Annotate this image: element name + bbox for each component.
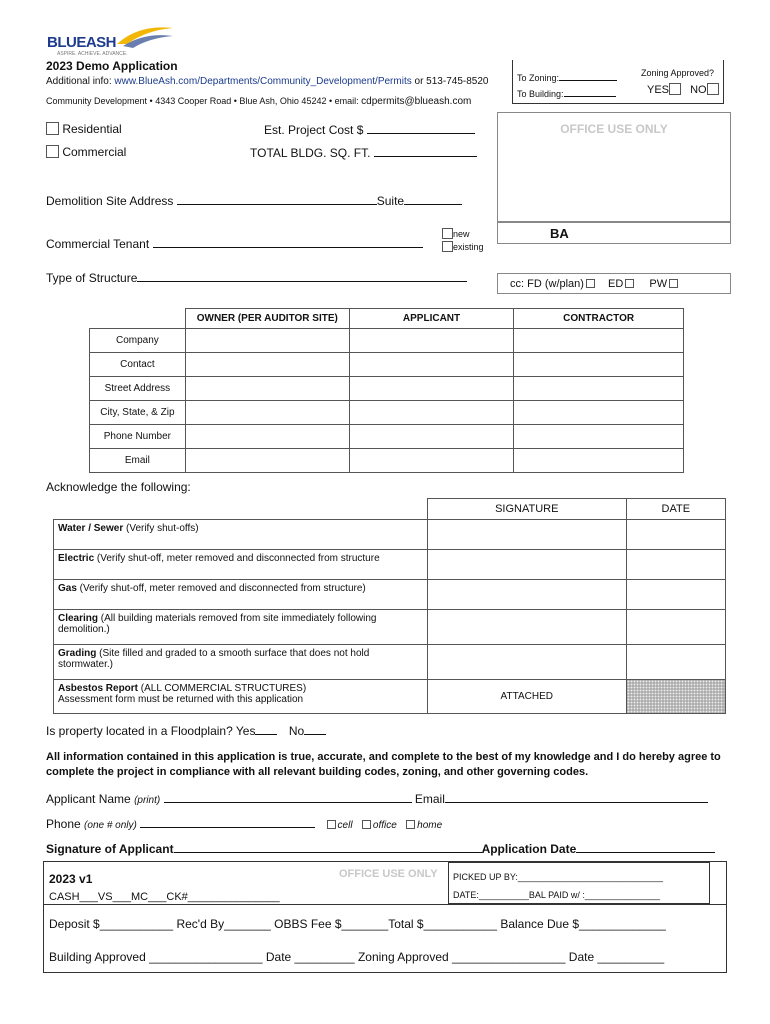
applicant-header: APPLICANT [349, 309, 513, 329]
residential-checkbox[interactable] [46, 122, 59, 135]
item-title: Water / Sewer [58, 523, 124, 534]
item-desc: (Verify shut-off, meter removed and disconnected from structure) [76, 583, 366, 594]
info-label: Additional info: [46, 76, 112, 87]
item-title: Gas [58, 583, 77, 594]
ba-box [497, 222, 731, 244]
commercial-option[interactable] [46, 145, 126, 159]
commercial-tenant-label: Commercial Tenant [46, 237, 150, 251]
office-use-box [497, 112, 731, 222]
item-title: Clearing [58, 613, 99, 624]
clearing-date[interactable] [626, 610, 725, 645]
applicant-street-cell[interactable] [349, 377, 513, 401]
gas-date[interactable] [626, 580, 725, 610]
pickup-box [448, 862, 710, 904]
owner-city-cell[interactable] [185, 401, 349, 425]
asbestos-item [54, 680, 428, 714]
certification-text: All information contained in this application is true, accurate, and complete to the best of my knowledge and I do hereby agree to complete the project in compliance with all relevant building codes, zoning, and other governing codes. [46, 751, 721, 778]
item-title: Asbestos Report [58, 683, 139, 694]
contractor-phone-cell[interactable] [514, 425, 684, 449]
item-title: Electric [58, 553, 95, 564]
acknowledge-table [53, 498, 726, 714]
table-row [90, 449, 684, 473]
contacts-table [89, 308, 684, 473]
applicant-email-field[interactable] [445, 791, 708, 803]
demo-address-label: Demolition Site Address [46, 194, 174, 208]
office-checkbox[interactable] [362, 820, 371, 829]
row-label-street: Street Address [90, 377, 186, 401]
no-checkbox[interactable] [707, 83, 719, 95]
residential-label: Residential [62, 122, 122, 136]
applicant-contact-cell[interactable] [349, 353, 513, 377]
owner-contact-cell[interactable] [185, 353, 349, 377]
est-cost-label: Est. Project Cost $ [264, 123, 364, 137]
floodplain-yes-label: Yes [235, 724, 256, 738]
item-desc: (ALL COMMERCIAL STRUCTURES) [138, 683, 307, 694]
cc-routing [510, 278, 680, 290]
floodplain-no-field[interactable] [304, 723, 326, 735]
phone-note: (one # only) [84, 820, 137, 831]
phone-label: Phone [46, 817, 81, 831]
contractor-company-cell[interactable] [514, 329, 684, 353]
item-desc: (All building materials removed from site immediately following demolition.) [58, 613, 377, 635]
electric-signature[interactable] [427, 550, 626, 580]
home-checkbox[interactable] [406, 820, 415, 829]
existing-checkbox[interactable] [442, 241, 453, 252]
contractor-contact-cell[interactable] [514, 353, 684, 377]
electric-item [54, 550, 428, 580]
contractor-city-cell[interactable] [514, 401, 684, 425]
fees-line: Deposit $___________ Rec'd By_______ OBBS Fee $_______Total $___________ Balance Due $_____________ [49, 917, 666, 931]
row-label-city: City, State, & Zip [90, 401, 186, 425]
home-label: home [417, 820, 443, 831]
to-zoning [517, 69, 617, 83]
residential-option[interactable] [46, 122, 122, 136]
gas-signature[interactable] [427, 580, 626, 610]
contractor-email-cell[interactable] [514, 449, 684, 473]
ed-checkbox[interactable] [625, 279, 634, 288]
clearing-signature[interactable] [427, 610, 626, 645]
additional-info [46, 76, 488, 87]
tenant-existing[interactable] [442, 241, 484, 252]
to-building-label: To Building: [517, 89, 564, 99]
type-of-structure-field[interactable] [46, 270, 467, 285]
row-label-company: Company [90, 329, 186, 353]
logo-wordmark: BLUEASH [47, 34, 117, 51]
logo-tagline: ASPIRE. ACHIEVE. ADVANCE. [57, 51, 128, 57]
asbestos-attached: ATTACHED [427, 680, 626, 714]
grading-date[interactable] [626, 645, 725, 680]
applicant-phone-field[interactable] [46, 816, 442, 831]
office-use-label: OFFICE USE ONLY [560, 122, 668, 136]
applicant-phone-cell[interactable] [349, 425, 513, 449]
existing-label: existing [453, 242, 484, 252]
fd-checkbox[interactable] [586, 279, 595, 288]
table-row [90, 401, 684, 425]
to-building-field[interactable] [564, 85, 616, 97]
applicant-company-cell[interactable] [349, 329, 513, 353]
cc-box [497, 273, 731, 294]
floodplain-no-label: No [288, 724, 305, 738]
applicant-email-cell[interactable] [349, 449, 513, 473]
new-label: new [453, 229, 470, 239]
blank-header [90, 309, 186, 329]
office-section [43, 861, 727, 973]
approvals-line: Building Approved _________________ Date _________ Zoning Approved _________________ Date __________ [49, 950, 665, 964]
picked-up-by: PICKED UP BY:_____________________________ [453, 872, 664, 882]
electric-date[interactable] [626, 550, 725, 580]
applicant-city-cell[interactable] [349, 401, 513, 425]
owner-header: OWNER (PER AUDITOR SITE) [185, 309, 349, 329]
office-use-label-2: OFFICE USE ONLY [339, 868, 438, 880]
signature-header: SIGNATURE [427, 499, 626, 520]
acknowledge-header-row [54, 499, 726, 520]
grading-item [54, 645, 428, 680]
contacts-header-row [90, 309, 684, 329]
commercial-tenant-field[interactable] [46, 236, 423, 251]
page-title: 2023 Demo Application [46, 59, 178, 73]
row-label-contact: Contact [90, 353, 186, 377]
table-row [54, 520, 726, 550]
cell-label: cell [337, 820, 353, 831]
water-sewer-signature[interactable] [427, 520, 626, 550]
table-row [54, 580, 726, 610]
contractor-street-cell[interactable] [514, 377, 684, 401]
cell-checkbox[interactable] [327, 820, 336, 829]
office-label: office [372, 820, 397, 831]
blue-ash-logo [47, 22, 177, 58]
total-sqft-label: TOTAL BLDG. SQ. FT. [250, 146, 371, 160]
table-row [90, 425, 684, 449]
routing-box [512, 60, 724, 104]
payment-method: CASH___VS___MC___CK#_______________ [49, 891, 280, 903]
item-desc: (Site filled and graded to a smooth surface that does not hold stormwater.) [58, 648, 370, 670]
commercial-checkbox[interactable] [46, 145, 59, 158]
table-row [90, 329, 684, 353]
contractor-header: CONTRACTOR [514, 309, 684, 329]
zoning-yes-no [647, 83, 719, 96]
table-row [90, 377, 684, 401]
table-row [54, 550, 726, 580]
to-building [517, 85, 616, 99]
item-title: Grading [58, 648, 97, 659]
row-label-phone: Phone Number [90, 425, 186, 449]
blank-header [54, 499, 428, 520]
pw-checkbox[interactable] [669, 279, 678, 288]
owner-email-cell[interactable] [185, 449, 349, 473]
no-label: NO [690, 84, 707, 96]
cc-fd-label: cc: FD (w/plan) [510, 278, 584, 290]
floodplain-yes-field[interactable] [255, 723, 277, 735]
gas-item [54, 580, 428, 610]
date-header: DATE [626, 499, 725, 520]
applicant-name-label: Applicant Name [46, 792, 131, 806]
yes-label: YES [647, 84, 670, 96]
address-text: Community Development • 4343 Cooper Road • Blue Ash, Ohio 45242 • email: [46, 96, 359, 106]
asbestos-date-shaded [626, 680, 725, 714]
owner-phone-cell[interactable] [185, 425, 349, 449]
table-row [54, 610, 726, 645]
tenant-new[interactable] [442, 228, 470, 239]
est-cost-field[interactable] [264, 122, 475, 137]
acknowledge-heading: Acknowledge the following: [46, 480, 191, 494]
to-zoning-field[interactable] [559, 69, 617, 81]
owner-street-cell[interactable] [185, 377, 349, 401]
pw-label: PW [649, 278, 668, 290]
info-phone: or 513-745-8520 [414, 76, 489, 87]
item-desc-2: Assessment form must be returned with this application [58, 694, 304, 705]
row-label-email: Email [90, 449, 186, 473]
water-sewer-date[interactable] [626, 520, 725, 550]
applicant-name-field[interactable] [46, 791, 708, 806]
item-desc: (Verify shut-offs) [123, 523, 199, 534]
signature-field[interactable] [46, 841, 715, 856]
table-row [90, 353, 684, 377]
to-zoning-label: To Zoning: [517, 73, 560, 83]
print-note: (print) [134, 795, 161, 806]
address-line [46, 96, 471, 107]
total-sqft-field[interactable] [250, 145, 477, 160]
demo-address-field[interactable] [46, 193, 462, 208]
application-date-field[interactable] [576, 841, 715, 853]
email-link[interactable]: cdpermits@blueash.com [361, 96, 472, 107]
item-desc: (Verify shut-off, meter removed and disconnected from structure [94, 553, 380, 564]
water-sewer-item [54, 520, 428, 550]
signature-label: Signature of Applicant [46, 842, 174, 856]
new-checkbox[interactable] [442, 228, 453, 239]
commercial-label: Commercial [62, 145, 127, 159]
owner-company-cell[interactable] [185, 329, 349, 353]
floodplain-question [46, 723, 326, 738]
ba-label: BA [550, 226, 569, 241]
table-row [54, 680, 726, 714]
clearing-item [54, 610, 428, 645]
version-label: 2023 v1 [49, 872, 93, 886]
yes-checkbox[interactable] [669, 83, 681, 95]
type-of-structure-label: Type of Structure [46, 271, 138, 285]
suite-label: Suite [376, 194, 405, 208]
applicant-email-label: Email [414, 792, 445, 806]
floodplain-label: Is property located in a Floodplain? [46, 724, 233, 738]
table-row [54, 645, 726, 680]
permits-link[interactable]: www.BlueAsh.com/Departments/Community_Development/Permits [114, 76, 412, 87]
grading-signature[interactable] [427, 645, 626, 680]
zoning-approved-label: Zoning Approved? [641, 68, 715, 78]
ed-label: ED [608, 278, 624, 290]
date-bal-paid: DATE:__________BAL PAID w/ :_______________ [453, 890, 660, 900]
application-date-label: Application Date [481, 842, 577, 856]
